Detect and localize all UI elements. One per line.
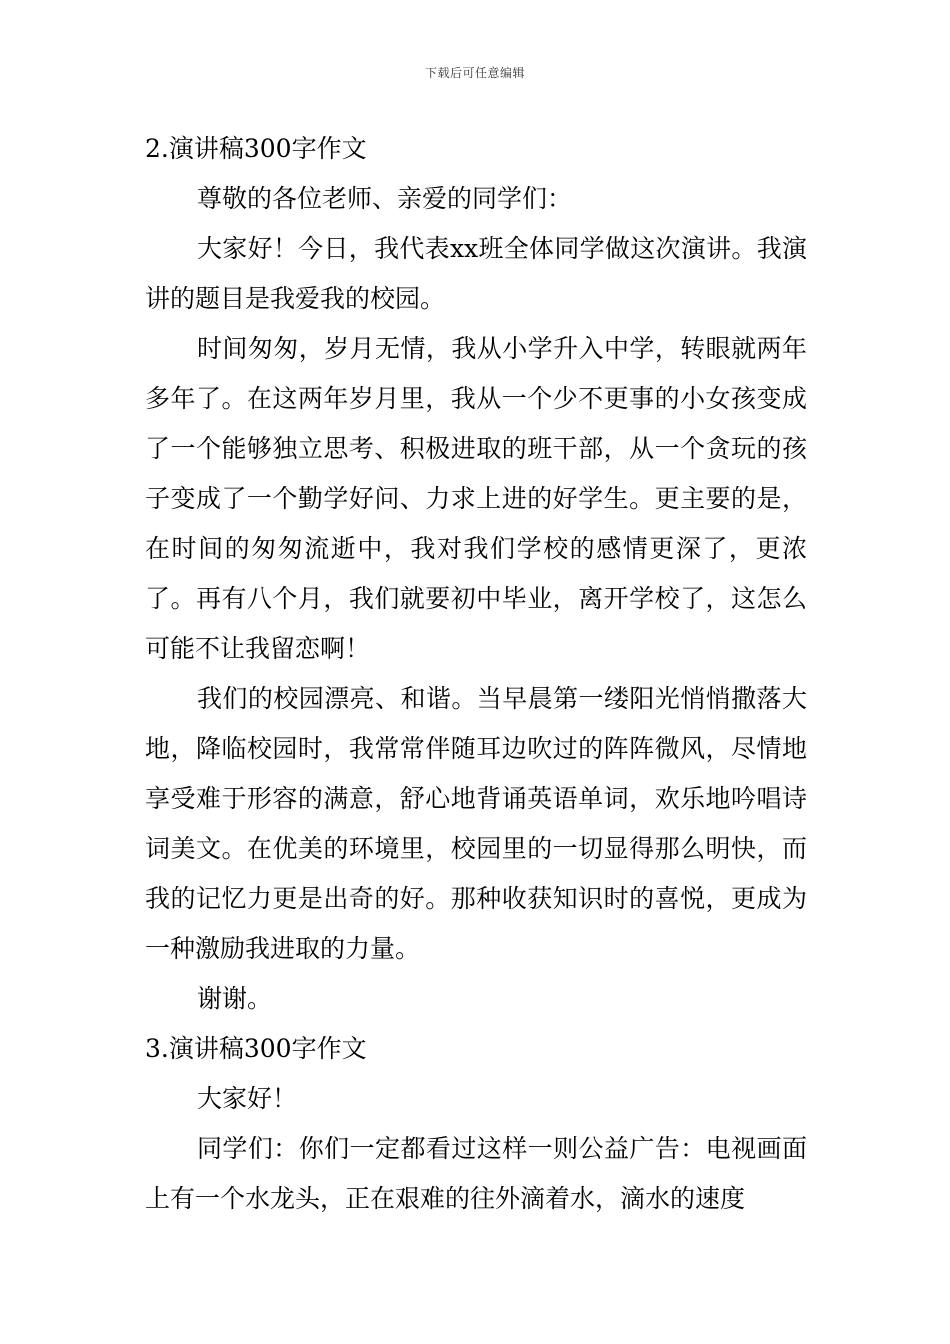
- paragraph: 大家好！今日，我代表xx班全体同学做这次演讲。我演讲的题目是我爱我的校园。: [145, 234, 807, 313]
- paragraph: 时间匆匆，岁月无情，我从小学升入中学，转眼就两年多年了。在这两年岁月里，我从一个少不更事的小女孩变成了一个能够独立思考、积极进取的班干部，从一个贪玩的孩子变成了一个勤学好问、力求上进的好学生。更主要的是，在时间的匆匆流逝中，我对我们学校的感情更深了，更浓了。再有八个月，我们就要初中毕业，离开学校了，这怎么可能不让我留恋啊！: [145, 334, 807, 663]
- paragraph: 同学们：你们一定都看过这样一则公益广告：电视画面上有一个水龙头，正在艰难的往外滴着水，滴水的速度: [145, 1134, 807, 1213]
- paragraph: 我们的校园漂亮、和谐。当早晨第一缕阳光悄悄撒落大地，降临校园时，我常常伴随耳边吹过的阵阵微风，尽情地享受难于形容的满意，舒心地背诵英语单词，欢乐地吟唱诗词美文。在优美的环境里，校园里的一切显得那么明快，而我的记忆力更是出奇的好。那种收获知识时的喜悦，更成为一种激励我进取的力量。: [145, 684, 807, 963]
- header-note: 下载后可任意编辑: [424, 66, 525, 80]
- section-heading: 2.演讲稿300字作文: [145, 134, 367, 163]
- paragraph: 谢谢。: [197, 984, 273, 1013]
- paragraph: 尊敬的各位老师、亲爱的同学们：: [197, 184, 573, 213]
- document-body: [145, 124, 807, 1224]
- section-heading: 3.演讲稿300字作文: [145, 1034, 367, 1063]
- paragraph: 大家好！: [197, 1084, 298, 1113]
